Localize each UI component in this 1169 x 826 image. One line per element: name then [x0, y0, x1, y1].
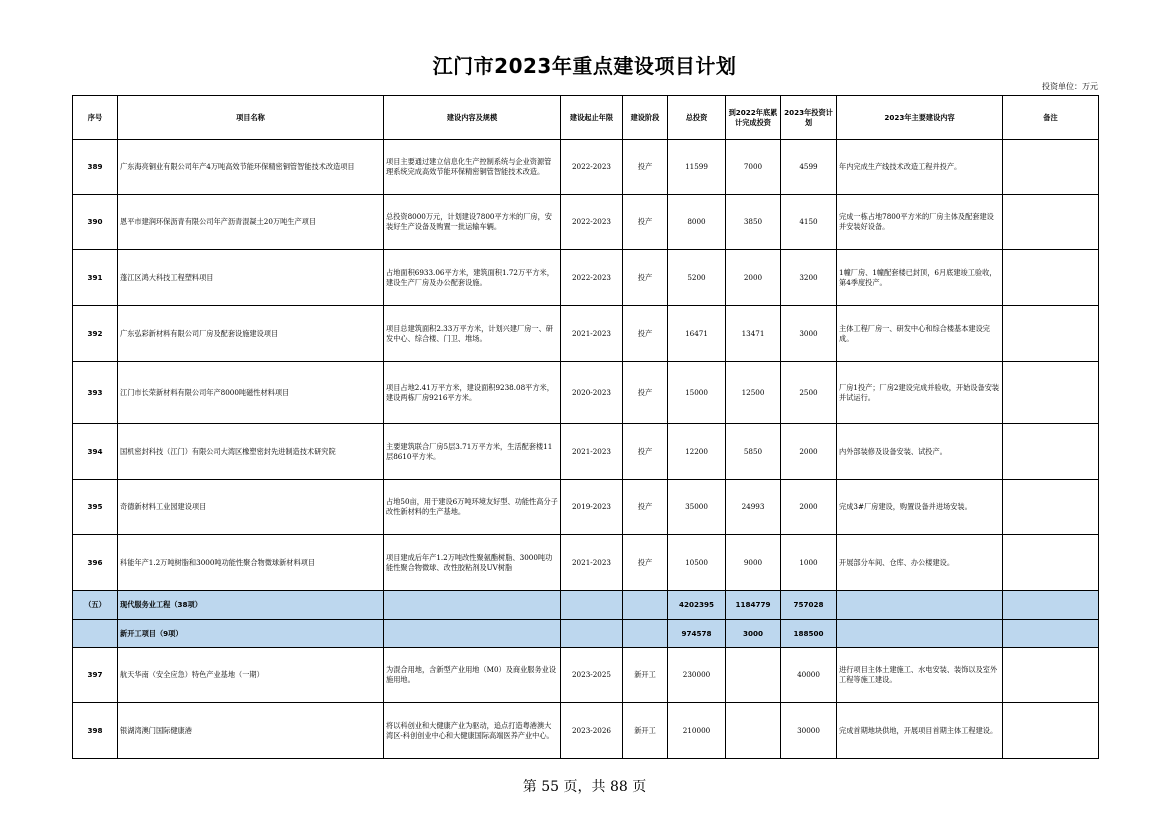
table-row — [73, 480, 1099, 535]
header-cell: 序号 — [73, 96, 118, 140]
completed-investment: 3850 — [726, 195, 781, 250]
header-cell: 建设起止年限 — [561, 96, 623, 140]
total-investment: 16471 — [668, 306, 726, 362]
main-content-2023: 完成一栋占地7800平方米的厂房主体及配套建设并安装好设备。 — [837, 195, 1003, 250]
construction-content: 为混合用地，含新型产业用地（M0）及商业服务业设施用地。 — [384, 648, 561, 703]
main-content-2023: 完成首期地块供地，开展项目首期主体工程建设。 — [837, 703, 1003, 759]
remark — [1003, 306, 1099, 362]
total-investment: 8000 — [668, 195, 726, 250]
unit-label: 投资单位：万元 — [1042, 82, 1098, 91]
row-number: 391 — [73, 250, 118, 306]
section-row — [73, 620, 1099, 648]
construction-years: 2021-2023 — [561, 306, 623, 362]
section-number: （五） — [73, 591, 118, 620]
row-number: 397 — [73, 648, 118, 703]
construction-stage: 投产 — [623, 480, 668, 535]
main-content-2023: 内外部装修及设备安装、试投产。 — [837, 424, 1003, 480]
section-name: 现代服务业工程（38项） — [118, 591, 384, 620]
construction-years: 2022-2023 — [561, 195, 623, 250]
remark — [1003, 480, 1099, 535]
construction-years: 2022-2023 — [561, 140, 623, 195]
completed-investment: 7000 — [726, 140, 781, 195]
project-name: 国机密封科技（江门）有限公司大湾区橡塑密封先进制造技术研究院 — [118, 424, 384, 480]
row-number: 390 — [73, 195, 118, 250]
construction-years: 2019-2023 — [561, 480, 623, 535]
construction-stage: 投产 — [623, 250, 668, 306]
remark — [1003, 424, 1099, 480]
planned-investment: 4599 — [781, 140, 837, 195]
table-row — [73, 648, 1099, 703]
construction-content: 占地50亩，用于建设6万吨环境友好型、功能性高分子改性新材料的生产基地。 — [384, 480, 561, 535]
header-cell: 建设阶段 — [623, 96, 668, 140]
planned-investment: 2000 — [781, 480, 837, 535]
remark — [1003, 703, 1099, 759]
header-cell: 备注 — [1003, 96, 1099, 140]
construction-content: 项目主要通过建立信息化生产控制系统与企业资源管理系统完成高效节能环保精密铜管智能技术改造。 — [384, 140, 561, 195]
construction-stage: 投产 — [623, 306, 668, 362]
completed-investment — [726, 703, 781, 759]
planned-investment: 1000 — [781, 535, 837, 591]
row-number: 393 — [73, 362, 118, 424]
construction-content: 项目总建筑面积2.33万平方米，计划兴建厂房一、研发中心、综合楼、门卫、堆场。 — [384, 306, 561, 362]
remark — [1003, 535, 1099, 591]
completed-investment: 12500 — [726, 362, 781, 424]
header-cell: 2023年投资计划 — [781, 96, 837, 140]
total-investment: 15000 — [668, 362, 726, 424]
section-row — [73, 591, 1099, 620]
header-cell: 2023年主要建设内容 — [837, 96, 1003, 140]
remark — [1003, 140, 1099, 195]
project-name: 航天华南（安全应急）特色产业基地（一期） — [118, 648, 384, 703]
main-content-2023: 开展部分车间、仓库、办公楼建设。 — [837, 535, 1003, 591]
section-done: 1184779 — [726, 591, 781, 620]
remark — [1003, 195, 1099, 250]
completed-investment — [726, 648, 781, 703]
remark — [1003, 648, 1099, 703]
planned-investment: 30000 — [781, 703, 837, 759]
construction-years: 2021-2023 — [561, 424, 623, 480]
table-row — [73, 535, 1099, 591]
row-number: 394 — [73, 424, 118, 480]
planned-investment: 40000 — [781, 648, 837, 703]
row-number: 392 — [73, 306, 118, 362]
project-table — [72, 95, 1099, 759]
project-name: 蓬江区鸿大科技工程塑料项目 — [118, 250, 384, 306]
remark — [1003, 362, 1099, 424]
planned-investment: 2000 — [781, 424, 837, 480]
section-number — [73, 620, 118, 648]
planned-investment: 2500 — [781, 362, 837, 424]
row-number: 395 — [73, 480, 118, 535]
header-cell: 建设内容及规模 — [384, 96, 561, 140]
table-row — [73, 306, 1099, 362]
row-number: 396 — [73, 535, 118, 591]
construction-stage: 投产 — [623, 535, 668, 591]
header-cell: 到2022年底累计完成投资 — [726, 96, 781, 140]
section-name: 新开工项目（9项） — [118, 620, 384, 648]
construction-stage: 投产 — [623, 362, 668, 424]
section-plan: 188500 — [781, 620, 837, 648]
page-title: 江门市2023年重点建设项目计划 — [432, 54, 737, 78]
table-row — [73, 250, 1099, 306]
construction-content: 总投资8000万元，计划建设7800平方米的厂房，安装好生产设备及购置一批运输车辆。 — [384, 195, 561, 250]
construction-years: 2023-2026 — [561, 703, 623, 759]
project-name: 银湖湾澳门国际健康港 — [118, 703, 384, 759]
construction-years: 2020-2023 — [561, 362, 623, 424]
row-number: 389 — [73, 140, 118, 195]
total-investment: 35000 — [668, 480, 726, 535]
construction-content: 主要建筑联合厂房5层3.71万平方米，生活配套楼11层8610平方米。 — [384, 424, 561, 480]
project-name: 广东弘彩新材料有限公司厂房及配套设施建设项目 — [118, 306, 384, 362]
header-row — [73, 96, 1099, 140]
construction-stage: 投产 — [623, 424, 668, 480]
construction-years: 2022-2023 — [561, 250, 623, 306]
table-row — [73, 195, 1099, 250]
construction-stage: 投产 — [623, 195, 668, 250]
total-investment: 210000 — [668, 703, 726, 759]
table-row — [73, 703, 1099, 759]
construction-years: 2023-2025 — [561, 648, 623, 703]
header-cell: 项目名称 — [118, 96, 384, 140]
total-investment: 10500 — [668, 535, 726, 591]
page-footer: 第 55 页，共 88 页 — [522, 779, 647, 795]
table-row — [73, 140, 1099, 195]
remark — [1003, 250, 1099, 306]
table-row — [73, 424, 1099, 480]
construction-content: 项目建成后年产1.2万吨改性聚氨酯树脂、3000吨功能性聚合物微球、改性胶粘剂及UV树脂 — [384, 535, 561, 591]
completed-investment: 24993 — [726, 480, 781, 535]
total-investment: 230000 — [668, 648, 726, 703]
section-done: 3000 — [726, 620, 781, 648]
total-investment: 12200 — [668, 424, 726, 480]
completed-investment: 2000 — [726, 250, 781, 306]
project-name: 江门市长荣新材料有限公司年产8000吨磁性材料项目 — [118, 362, 384, 424]
main-content-2023: 厂房1投产；厂房2建设完成并验收，开始设备安装并试运行。 — [837, 362, 1003, 424]
total-investment: 5200 — [668, 250, 726, 306]
completed-investment: 13471 — [726, 306, 781, 362]
planned-investment: 4150 — [781, 195, 837, 250]
project-name: 恩平市建润环保沥青有限公司年产沥青混凝土20万吨生产项目 — [118, 195, 384, 250]
project-name: 奇德新材料工业园建设项目 — [118, 480, 384, 535]
planned-investment: 3000 — [781, 306, 837, 362]
main-content-2023: 完成3#厂房建设，购置设备并进场安装。 — [837, 480, 1003, 535]
section-plan: 757028 — [781, 591, 837, 620]
construction-content: 占地面积6933.06平方米，建筑面积1.72万平方米，建设生产厂房及办公配套设施。 — [384, 250, 561, 306]
project-name: 科能年产1.2万吨树脂和3000吨功能性聚合物微球新材料项目 — [118, 535, 384, 591]
completed-investment: 9000 — [726, 535, 781, 591]
project-name: 广东海亮铜业有限公司年产4万吨高效节能环保精密铜管智能技术改造项目 — [118, 140, 384, 195]
table-row — [73, 362, 1099, 424]
header-cell: 总投资 — [668, 96, 726, 140]
section-total: 4202395 — [668, 591, 726, 620]
total-investment: 11599 — [668, 140, 726, 195]
construction-stage: 新开工 — [623, 703, 668, 759]
construction-content: 项目占地2.41万平方米，建设面积9238.08平方米，建设两栋厂房9216平方米。 — [384, 362, 561, 424]
construction-content: 将以科创业和大健康产业为驱动，追点打造粤港澳大湾区-科创创业中心和大健康国际高端医养产业中心。 — [384, 703, 561, 759]
construction-stage: 新开工 — [623, 648, 668, 703]
main-content-2023: 1幢厂房、1幢配套楼已封顶，6月底建竣工验收，第4季度投产。 — [837, 250, 1003, 306]
main-content-2023: 年内完成生产线技术改造工程并投产。 — [837, 140, 1003, 195]
construction-years: 2021-2023 — [561, 535, 623, 591]
completed-investment: 5850 — [726, 424, 781, 480]
construction-stage: 投产 — [623, 140, 668, 195]
row-number: 398 — [73, 703, 118, 759]
main-content-2023: 主体工程厂房一、研发中心和综合楼基本建设完成。 — [837, 306, 1003, 362]
main-content-2023: 进行项目主体土建施工、水电安装、装饰以及室外工程等施工建设。 — [837, 648, 1003, 703]
planned-investment: 3200 — [781, 250, 837, 306]
section-total: 974578 — [668, 620, 726, 648]
